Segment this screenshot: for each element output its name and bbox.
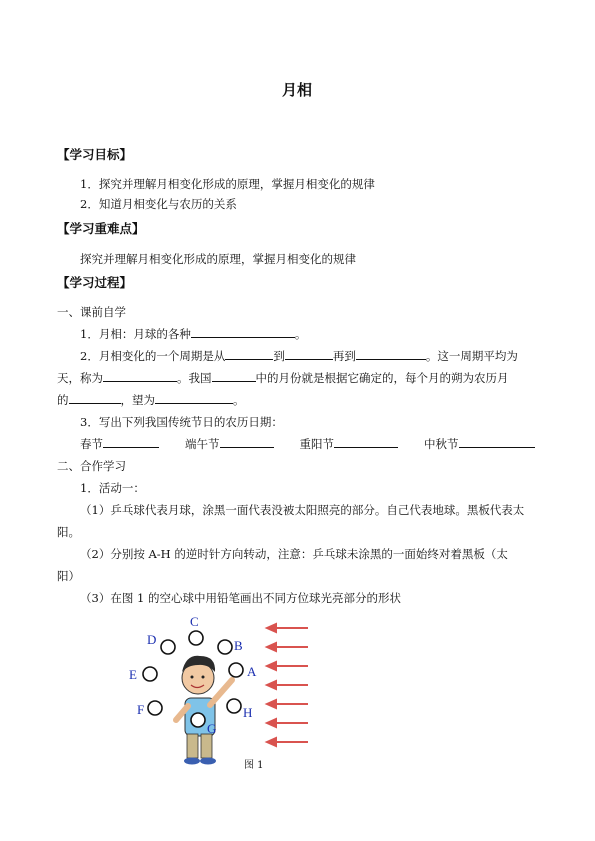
question-2-line-2 <box>57 370 509 386</box>
activity-1: 1．活动一： <box>80 481 145 495</box>
arrow-icon <box>267 719 308 727</box>
arrow-icon <box>267 643 308 651</box>
question-2-text-b: 到 <box>273 349 285 363</box>
sunlight-arrows <box>267 624 308 746</box>
question-2-text-g: 中的月份就是根据它确定的，每个月的朔为农历月 <box>255 371 509 385</box>
figure-1 <box>128 610 328 780</box>
step-1-line-1: （1）乒乓球代表月球，涂黑一面代表没被太阳照亮的部分。自己代表地球。黑板代表太 <box>80 503 525 517</box>
key-points-text: 探究并理解月相变化形成的原理，掌握月相变化的规律 <box>80 252 356 266</box>
step-2-line-1: （2）分别按 A-H 的逆时针方向转动，注意：乒乓球未涂黑的一面始终对着黑板（太 <box>80 547 508 561</box>
question-2-text-i: ，望为 <box>120 393 155 407</box>
goals-heading: 【学习目标】 <box>57 147 133 162</box>
arrow-icon <box>267 681 308 689</box>
ball-f <box>148 701 162 715</box>
answer-blank[interactable] <box>212 370 256 382</box>
moon-phase-diagram <box>128 610 328 780</box>
arrow-icon <box>267 738 308 746</box>
festival-dragon-boat: 端午节 <box>185 437 220 451</box>
child-figure-icon <box>176 656 232 765</box>
label-f: F <box>137 702 145 717</box>
label-g: G <box>207 721 217 736</box>
answer-blank[interactable] <box>225 348 273 360</box>
section-cooperative: 二、合作学习 <box>57 459 126 473</box>
festival-spring: 春节 <box>80 437 103 451</box>
step-2-line-2: 阳） <box>57 569 80 583</box>
ball-e <box>143 667 157 681</box>
question-2-text-a: 2．月相变化的一个周期是从 <box>80 349 226 363</box>
question-2-text-c: 再到 <box>332 349 356 363</box>
arrow-icon <box>267 624 308 632</box>
question-2-text-h: 的 <box>57 393 69 407</box>
question-3: 3．写出下列我国传统节日的农历日期： <box>80 415 283 429</box>
question-1 <box>80 326 306 342</box>
process-heading: 【学习过程】 <box>57 275 133 290</box>
step-3: （3）在图 1 的空心球中用铅笔画出不同方位球光亮部分的形状 <box>80 591 401 605</box>
question-1-text: 1．月相：月球的各种 <box>80 327 191 341</box>
step-1-line-2: 阳。 <box>57 525 80 539</box>
answer-blank[interactable] <box>459 436 535 448</box>
arrow-icon <box>267 662 308 670</box>
label-a: A <box>247 664 257 679</box>
label-c: C <box>190 614 199 629</box>
question-1-end: 。 <box>294 327 307 341</box>
answer-blank[interactable] <box>191 326 295 338</box>
question-2-text-j: 。 <box>233 393 245 407</box>
label-b: B <box>234 638 243 653</box>
question-2-text-d: 。这一周期平均为 <box>425 349 518 363</box>
question-2-text-e: 天，称为 <box>57 371 103 385</box>
answer-blank[interactable] <box>356 348 426 360</box>
label-d: D <box>147 632 157 647</box>
goal-item-2: 2．知道月相变化与农历的关系 <box>80 197 237 211</box>
festival-mid-autumn: 中秋节 <box>424 437 459 451</box>
section-self-study: 一、课前自学 <box>57 305 126 319</box>
figure-caption: 图 1 <box>244 760 264 771</box>
ball-d <box>161 640 175 654</box>
answer-blank[interactable] <box>69 392 121 404</box>
answer-blank[interactable] <box>220 436 274 448</box>
question-2-line-3 <box>57 392 245 408</box>
answer-blank[interactable] <box>155 392 233 404</box>
arrow-icon <box>267 700 308 708</box>
ball-h <box>227 699 241 713</box>
answer-blank[interactable] <box>334 436 398 448</box>
question-2-text-f: 。我国 <box>177 371 212 385</box>
key-points-heading: 【学习重难点】 <box>57 221 145 236</box>
goal-item-1: 1．探究并理解月相变化形成的原理，掌握月相变化的规律 <box>80 177 375 191</box>
ball-b <box>218 640 232 654</box>
label-h: H <box>243 705 253 720</box>
ball-c <box>189 631 203 645</box>
ball-g <box>191 713 205 727</box>
answer-blank[interactable] <box>285 348 333 360</box>
answer-blank[interactable] <box>103 436 159 448</box>
page-title: 月相 <box>282 81 313 99</box>
festival-row <box>80 436 535 452</box>
question-2-line-1 <box>80 348 518 364</box>
ball-a <box>229 663 243 677</box>
answer-blank[interactable] <box>103 370 177 382</box>
label-e: E <box>129 667 137 682</box>
festival-double-ninth: 重阳节 <box>299 437 334 451</box>
